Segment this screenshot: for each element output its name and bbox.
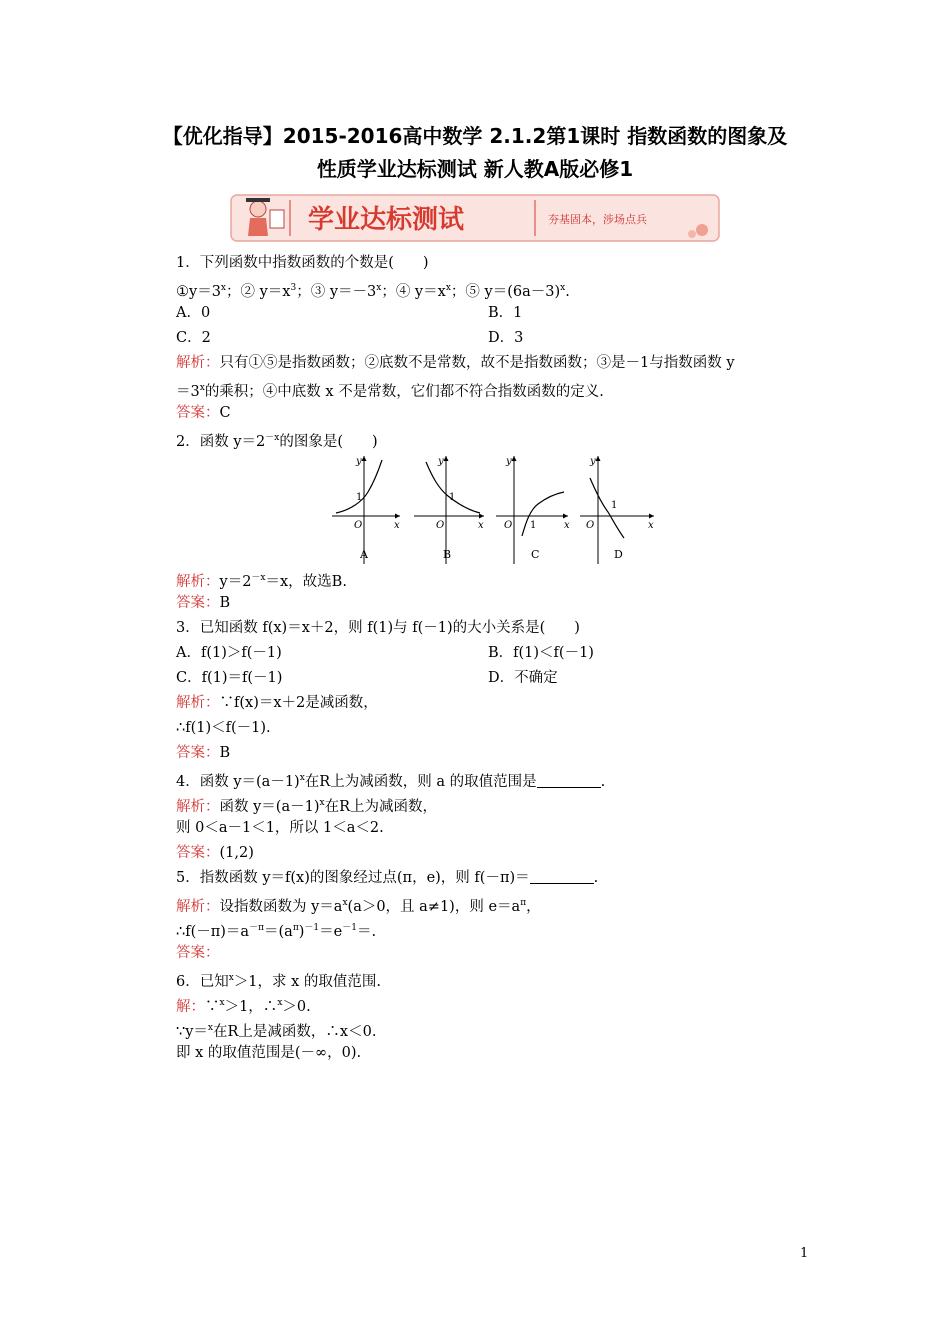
q6-solution-line2: ∵y＝$^x$在R上是减函数，∴x＜0. <box>176 1023 377 1040</box>
q3-analysis: 解析：∵f(x)＝x＋2是减函数， <box>176 695 378 711</box>
q5-stem: 5．指数函数 y＝f(x)的图象经过点(π，e)，则 f(－π)＝ . <box>176 870 599 886</box>
analysis-label: 解析： <box>176 695 220 711</box>
graph-b <box>414 456 484 564</box>
q2-analysis: 解析：$y=2^{-x}=x$，故选B. <box>176 573 347 590</box>
answer-blank <box>537 773 601 788</box>
svg-text:y: y <box>356 456 362 467</box>
q4-analysis-cont: 则 0＜a－1＜1，所以 1＜a＜2. <box>176 820 384 836</box>
svg-text:y: y <box>438 456 444 467</box>
q1-option-c: C．2 <box>176 330 211 346</box>
q1-analysis-cont: $=3^x$的乘积；④中底数 x 不是常数，它们都不符合指数函数的定义. <box>176 383 604 400</box>
svg-text:x: x <box>564 520 570 531</box>
section-banner <box>230 192 722 244</box>
svg-text:O: O <box>354 520 363 531</box>
graph-d <box>580 456 654 564</box>
q3-option-c: C．f(1)＝f(－1) <box>176 670 283 686</box>
svg-text:1: 1 <box>611 500 618 511</box>
analysis-label: 解析： <box>176 799 220 815</box>
graph-a <box>332 456 400 564</box>
svg-text:x: x <box>394 520 400 531</box>
q6-solution-line3: 即 x 的取值范围是(－∞，0). <box>176 1045 362 1061</box>
graph-c <box>496 456 570 564</box>
q3-option-d: D．不确定 <box>488 670 558 686</box>
q3-stem: 3．已知函数 f(x)＝x＋2，则 f(1)与 f(－1)的大小关系是( ) <box>176 620 580 636</box>
svg-text:O: O <box>586 520 595 531</box>
svg-text:C: C <box>531 548 540 561</box>
svg-text:A: A <box>360 548 368 561</box>
svg-text:x: x <box>478 520 484 531</box>
q1-answer: 答案：C <box>176 405 231 421</box>
svg-text:1: 1 <box>356 492 363 503</box>
q2-answer: 答案：B <box>176 595 231 611</box>
q1-option-a: A．0 <box>176 305 211 321</box>
svg-text:y: y <box>506 456 512 467</box>
solution-label: 解： <box>176 999 205 1015</box>
svg-text:O: O <box>436 520 445 531</box>
svg-text:1: 1 <box>530 520 537 531</box>
q6-stem: 6．已知$^x$＞1，求 x 的取值范围. <box>176 973 382 990</box>
q1-analysis: 解析：只有①⑤是指数函数；②底数不是常数，故不是指数函数；③是－1与指数函数 y <box>176 355 735 371</box>
answer-label: 答案： <box>176 745 220 761</box>
document-title-line2: 性质学业达标测试 新人教A版必修1 <box>316 157 634 181</box>
q3-analysis-cont: ∴f(1)＜f(－1). <box>176 720 271 736</box>
svg-text:B: B <box>443 548 452 561</box>
q2-stem: 2．函数 $y=2^{-x}$的图象是( ) <box>176 433 378 450</box>
q4-analysis: 解析：函数 $y=(a-1)^x$在R上为减函数， <box>176 798 437 815</box>
answer-label: 答案： <box>176 405 220 421</box>
analysis-label: 解析： <box>176 355 220 371</box>
q1-option-d: D．3 <box>488 330 524 346</box>
q3-option-b: B．f(1)＜f(－1) <box>488 645 594 661</box>
answer-blank <box>530 869 594 884</box>
q5-answer <box>176 942 220 964</box>
q1-items: $①y=3^x$；② $y=x^3$；③ $y=-3^x$；④ $y=x^x$；⑤ $y=(6a-3)^x$. <box>176 283 570 300</box>
q5-analysis: 解析：设指数函数为 $y=a^x(a>0$，且 a≠1)，则 $e=a^\pi$， <box>176 898 541 915</box>
svg-text:O: O <box>504 520 513 531</box>
page-number: 1 <box>800 1246 809 1261</box>
q3-option-a: A．f(1)＞f(－1) <box>176 645 282 661</box>
banner-sub-text: 夯基固本，涉场点兵 <box>548 213 647 226</box>
q6-solution: 解：∵$^x$＞1，∴$^x$＞0. <box>176 998 311 1015</box>
q1-option-b: B．1 <box>488 305 523 321</box>
analysis-label: 解析： <box>176 899 220 915</box>
answer-label: 答案： <box>176 945 220 961</box>
svg-text:x: x <box>648 520 654 531</box>
analysis-label: 解析： <box>176 574 220 590</box>
svg-text:y: y <box>590 456 596 467</box>
document-title-line1: 【优化指导】2015-2016高中数学 2.1.2第1课时 指数函数的图象及 <box>162 124 788 148</box>
q4-stem: 4．函数 $y=(a-1)^x$在R上为减函数，则 a 的取值范围是 . <box>176 773 606 790</box>
q4-answer: 答案：(1,2) <box>176 845 254 861</box>
answer-label: 答案： <box>176 845 220 861</box>
svg-text:D: D <box>614 548 623 561</box>
answer-label: 答案： <box>176 595 220 611</box>
q2-graph-options <box>328 452 658 570</box>
banner-main-text: 学业达标测试 <box>308 205 465 235</box>
svg-text:1: 1 <box>449 492 456 503</box>
q3-answer: 答案：B <box>176 745 231 761</box>
q1-stem: 1．下列函数中指数函数的个数是( ) <box>176 255 429 271</box>
q5-analysis-cont: $\therefore f(-\pi)=a^{-\pi}=(a^\pi)^{-1}=e^{-1}=$. <box>176 923 377 940</box>
